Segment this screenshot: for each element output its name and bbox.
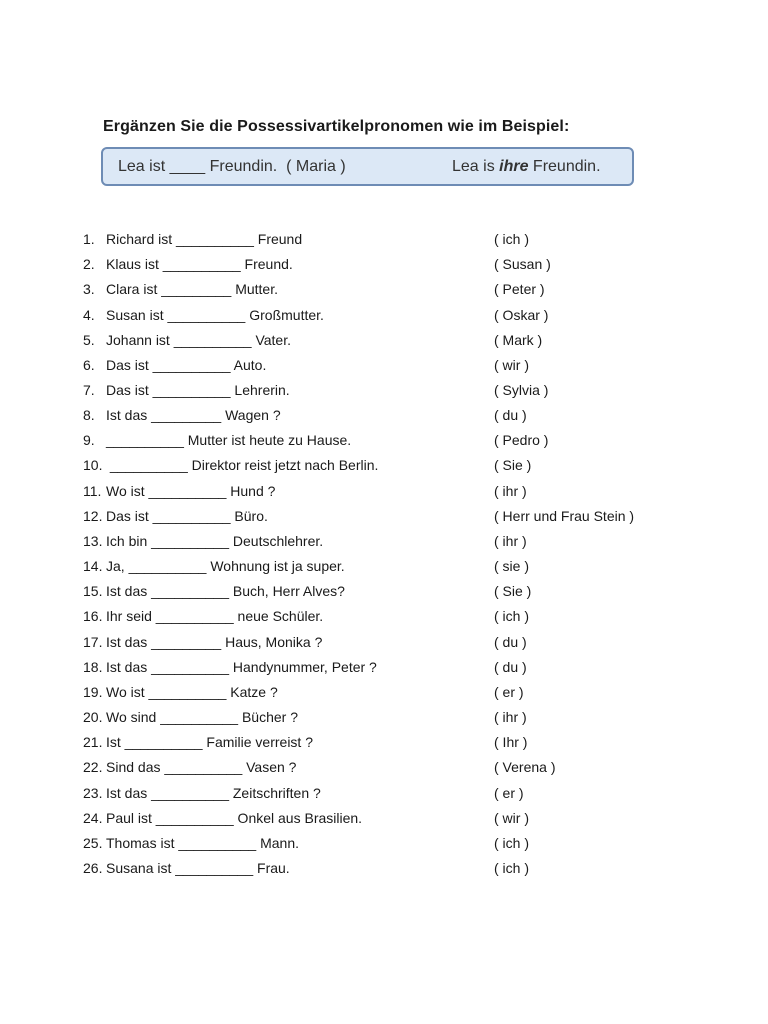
exercise-sentence: Das ist __________ Lehrerin. (106, 382, 290, 398)
exercise-sentence: Clara ist _________ Mutter. (106, 281, 278, 298)
exercise-sentence: Thomas ist __________ Mann. (106, 834, 300, 851)
exercise-item (0, 407, 768, 427)
exercise-sentence: Ist das _________ Haus, Monika ? (106, 633, 323, 650)
exercise-number: 12. (83, 507, 103, 524)
exercise-item (0, 307, 768, 327)
exercise-number: 10. (83, 457, 103, 474)
exercise-hint: ( ihr ) (494, 482, 527, 499)
exercise-sentence: Klaus ist __________ Freund. (106, 256, 293, 273)
exercise-item (0, 256, 768, 276)
exercise-item (0, 533, 768, 553)
exercise-hint: ( Peter ) (494, 281, 545, 298)
exercise-number: 23. (83, 784, 103, 801)
exercise-number: 20. (83, 709, 103, 725)
exercise-number: 14. (83, 558, 103, 575)
exercise-number: 7. (83, 382, 95, 398)
exercise-number: 8. (83, 407, 95, 424)
example-sentence: Lea ist ____ Freundin. ( Maria ) (118, 158, 346, 175)
exercise-number: 11. (83, 482, 102, 499)
exercise-sentence: Das ist __________ Büro. (106, 507, 268, 524)
example-box (101, 147, 634, 186)
exercise-hint: ( Susan ) (494, 256, 551, 273)
exercise-item (0, 810, 768, 830)
exercise-hint: ( ihr ) (494, 532, 527, 549)
exercise-number: 3. (83, 281, 95, 298)
exercise-number: 5. (83, 331, 95, 348)
exercise-hint: ( wir ) (494, 356, 529, 373)
exercise-sentence: __________ Direktor reist jetzt nach Berlin. (106, 457, 379, 474)
exercise-item (0, 860, 768, 880)
exercise-item (0, 734, 768, 754)
example-translation-pre: Lea is (452, 158, 500, 175)
exercise-sentence: Wo ist __________ Katze ? (106, 683, 278, 700)
exercise-hint: ( Ihr ) (494, 734, 528, 751)
exercise-hint: ( ich ) (494, 834, 529, 851)
exercise-item (0, 785, 768, 805)
exercise-number: 15. (83, 583, 103, 600)
exercise-item (0, 709, 768, 729)
exercise-item (0, 634, 768, 654)
exercise-item (0, 583, 768, 603)
exercise-number: 18. (83, 658, 103, 675)
exercise-sentence: Richard ist __________ Freund (106, 231, 303, 247)
exercise-item (0, 608, 768, 628)
exercise-sentence: Das ist __________ Auto. (106, 356, 267, 373)
exercise-hint: ( Sylvia ) (494, 382, 549, 398)
example-translation-emphasis: ihre (499, 158, 529, 175)
exercise-number: 6. (83, 356, 95, 373)
exercise-sentence: Paul ist __________ Onkel aus Brasilien. (106, 809, 363, 826)
exercise-hint: ( ich ) (494, 608, 529, 625)
exercise-sentence: Ist das _________ Wagen ? (106, 407, 281, 424)
exercise-number: 13. (83, 532, 103, 549)
exercise-item (0, 659, 768, 679)
exercise-hint: ( ich ) (494, 860, 529, 876)
exercise-item (0, 508, 768, 528)
exercise-hint: ( du ) (494, 407, 527, 424)
exercise-item (0, 457, 768, 477)
exercise-number: 17. (83, 633, 103, 650)
exercise-hint: ( sie ) (494, 558, 529, 575)
exercise-sentence: Ist das __________ Buch, Herr Alves? (106, 583, 345, 600)
exercise-hint: ( Mark ) (494, 331, 543, 348)
exercise-sentence: Ist __________ Familie verreist ? (106, 734, 313, 751)
exercise-number: 16. (83, 608, 103, 625)
exercise-number: 25. (83, 834, 103, 851)
exercise-hint: ( Sie ) (494, 583, 532, 600)
exercise-item (0, 231, 768, 251)
exercise-hint: ( Verena ) (494, 759, 556, 776)
exercise-item (0, 332, 768, 352)
exercise-item (0, 835, 768, 855)
exercise-hint: ( Sie ) (494, 457, 532, 474)
exercise-sentence: Sind das __________ Vasen ? (106, 759, 297, 776)
exercise-number: 1. (83, 231, 95, 247)
exercise-sentence: Ja, __________ Wohnung ist ja super. (106, 558, 345, 575)
exercise-sentence: Ist das __________ Handynummer, Peter ? (106, 658, 377, 675)
exercise-sentence: Susan ist __________ Großmutter. (106, 306, 324, 323)
exercise-number: 19. (83, 683, 103, 700)
exercise-hint: ( Herr und Frau Stein ) (494, 507, 635, 524)
exercise-number: 4. (83, 306, 95, 323)
exercise-item (0, 558, 768, 578)
exercise-sentence: Johann ist __________ Vater. (106, 331, 292, 348)
exercise-hint: ( du ) (494, 633, 527, 650)
exercise-item (0, 684, 768, 704)
exercise-number: 2. (83, 256, 95, 273)
exercise-item (0, 357, 768, 377)
exercise-hint: ( er ) (494, 784, 524, 801)
exercise-hint: ( er ) (494, 683, 524, 700)
exercise-item (0, 281, 768, 301)
exercise-sentence: __________ Mutter ist heute zu Hause. (106, 432, 352, 449)
exercise-hint: ( Oskar ) (494, 306, 549, 323)
exercise-item (0, 382, 768, 402)
exercise-sentence: Ihr seid __________ neue Schüler. (106, 608, 324, 625)
exercise-sentence: Ich bin __________ Deutschlehrer. (106, 532, 324, 549)
exercise-item (0, 432, 768, 452)
exercise-number: 21. (83, 734, 103, 751)
exercise-hint: ( ich ) (494, 231, 529, 247)
exercise-sentence: Wo sind __________ Bücher ? (106, 709, 298, 725)
example-translation (452, 158, 601, 176)
exercise-hint: ( ihr ) (494, 709, 527, 725)
exercise-item (0, 759, 768, 779)
example-translation-post: Freundin. (528, 158, 601, 175)
exercise-number: 22. (83, 759, 103, 776)
exercise-hint: ( Pedro ) (494, 432, 549, 449)
worksheet-title: Ergänzen Sie die Possessivartikelpronomen wie im Beispiel: (103, 118, 570, 135)
exercise-sentence: Susana ist __________ Frau. (106, 860, 290, 876)
exercise-hint: ( du ) (494, 658, 527, 675)
exercise-number: 24. (83, 809, 103, 826)
exercise-sentence: Wo ist __________ Hund ? (106, 482, 276, 499)
exercise-sentence: Ist das __________ Zeitschriften ? (106, 784, 321, 801)
exercise-hint: ( wir ) (494, 809, 529, 826)
exercise-number: 9. (83, 432, 95, 449)
exercise-number: 26. (83, 860, 103, 876)
exercise-item (0, 483, 768, 503)
